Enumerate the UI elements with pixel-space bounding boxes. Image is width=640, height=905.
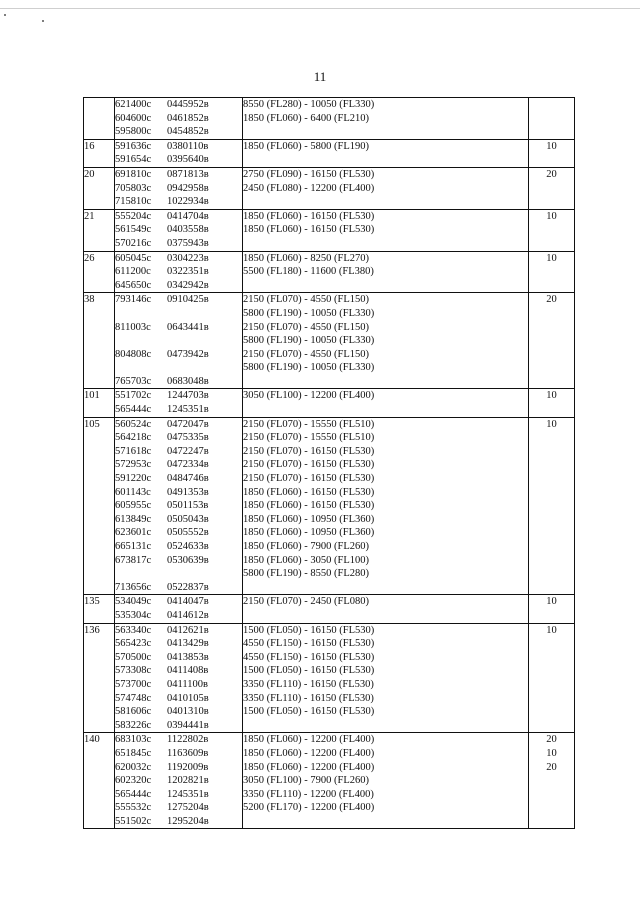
longitude: 0375943в — [167, 237, 209, 249]
latitude: 811003c — [115, 321, 151, 333]
coordinate-pair — [115, 692, 242, 706]
latitude: 572953c — [115, 459, 152, 471]
latitude: 620032c — [115, 761, 152, 773]
longitude: 1192009в — [167, 761, 209, 773]
coordinate-pair — [115, 375, 242, 389]
zone-number-cell — [84, 595, 115, 623]
zone-number-cell — [84, 623, 115, 733]
zone-number: 136 — [84, 624, 100, 636]
longitude: 0942958в — [167, 182, 209, 194]
altitude-range: 1850 (FL060) - 3050 (FL100) — [243, 554, 369, 566]
latitude: 555204c — [115, 210, 152, 222]
latitude: 570500c — [115, 651, 152, 663]
coordinate-pair — [115, 252, 242, 266]
coordinate-pair — [115, 815, 242, 829]
latitude: 560524c — [115, 418, 152, 430]
longitude: 0410105в — [167, 692, 209, 704]
longitude: 0395640в — [167, 154, 209, 166]
coordinate-pair — [115, 182, 242, 196]
longitude: 1022934в — [167, 196, 209, 208]
zone-number: 105 — [84, 418, 100, 430]
zone-number-cell — [84, 417, 115, 595]
scan-top-edge — [0, 8, 640, 9]
scan-speck — [42, 20, 44, 22]
coordinate-pair — [115, 195, 242, 209]
value: 10 — [546, 140, 557, 152]
longitude: 0454852в — [167, 126, 209, 138]
coordinate-pair — [115, 637, 242, 651]
altitude-range-cell — [243, 389, 529, 417]
value: 10 — [546, 624, 557, 636]
altitude-range: 1500 (FL050) - 16150 (FL530) — [243, 665, 375, 677]
longitude: 0475335в — [167, 432, 209, 444]
longitude: 0505552в — [167, 527, 209, 539]
latitude: 715810c — [115, 196, 152, 208]
coordinate-pair — [115, 733, 242, 747]
coordinate-pair — [115, 210, 242, 224]
latitude: 551502c — [115, 815, 152, 827]
coordinate-pair — [115, 334, 242, 348]
altitude-range: 2150 (FL070) - 4550 (FL150) — [243, 294, 369, 306]
zone-number: 26 — [84, 252, 95, 264]
altitude-range: 5800 (FL190) - 10050 (FL330) — [243, 307, 375, 319]
coordinates-cell — [115, 98, 243, 140]
altitude-range: 1850 (FL060) - 12200 (FL400) — [243, 734, 375, 746]
longitude: 0472334в — [167, 459, 209, 471]
latitude: 691810c — [115, 168, 152, 180]
altitude-range: 1500 (FL050) - 16150 (FL530) — [243, 624, 375, 636]
latitude: 564218c — [115, 432, 152, 444]
latitude: 591654c — [115, 154, 152, 166]
coordinate-pair — [115, 719, 242, 733]
table-row — [84, 293, 575, 389]
coordinates-cell — [115, 293, 243, 389]
coordinates-cell — [115, 417, 243, 595]
altitude-range: 3050 (FL100) - 7900 (FL260) — [243, 775, 369, 787]
value: 20 — [546, 761, 557, 773]
value: 10 — [546, 418, 557, 430]
altitude-range: 2150 (FL070) - 2450 (FL080) — [243, 596, 369, 608]
longitude: 1244703в — [167, 390, 209, 402]
altitude-range: 3350 (FL110) - 12200 (FL400) — [243, 788, 374, 800]
value: 20 — [546, 294, 557, 306]
airspace-table — [83, 97, 575, 829]
altitude-range: 3050 (FL100) - 12200 (FL400) — [243, 390, 375, 402]
value-cell — [529, 251, 575, 293]
zone-number: 135 — [84, 596, 100, 608]
altitude-range: 1850 (FL060) - 6400 (FL210) — [243, 112, 369, 124]
value: 10 — [546, 210, 557, 222]
latitude: 665131c — [115, 541, 152, 552]
latitude: 793146c — [115, 294, 152, 306]
altitude-range: 1850 (FL060) - 16150 (FL530) — [243, 224, 375, 236]
altitude-range: 5800 (FL190) - 10050 (FL330) — [243, 335, 375, 347]
zone-number: 16 — [84, 140, 95, 152]
zone-number-cell — [84, 98, 115, 140]
scan-speck — [4, 14, 6, 16]
longitude: 0522837в — [167, 581, 209, 593]
table-row — [84, 251, 575, 293]
coordinate-pair — [115, 774, 242, 788]
longitude: 0530639в — [167, 554, 209, 566]
altitude-range: 2750 (FL090) - 16150 (FL530) — [243, 168, 375, 180]
table-row — [84, 417, 575, 595]
coordinate-pair — [115, 223, 242, 237]
longitude: 0412621в — [167, 624, 209, 636]
altitude-range: 1850 (FL060) - 12200 (FL400) — [243, 761, 375, 773]
coordinate-pair — [115, 486, 242, 500]
value-cell — [529, 417, 575, 595]
coordinate-pair — [115, 472, 242, 486]
longitude: 1245351в — [167, 788, 209, 800]
latitude: 645650c — [115, 279, 152, 291]
value: 10 — [546, 252, 557, 264]
coordinates-cell — [115, 623, 243, 733]
altitude-range: 2150 (FL070) - 16150 (FL530) — [243, 473, 375, 485]
altitude-range: 1850 (FL060) - 12200 (FL400) — [243, 747, 375, 759]
altitude-range-cell — [243, 595, 529, 623]
coordinate-pair — [115, 664, 242, 678]
coordinates-cell — [115, 251, 243, 293]
latitude: 765703c — [115, 375, 152, 387]
longitude: 0501153в — [167, 500, 209, 512]
coordinate-pair — [115, 624, 242, 638]
latitude: 571618c — [115, 445, 152, 457]
coordinate-pair — [115, 761, 242, 775]
altitude-range: 2150 (FL070) - 4550 (FL150) — [243, 321, 369, 333]
altitude-range-cell — [243, 623, 529, 733]
latitude: 605045c — [115, 252, 152, 264]
longitude: 0445952в — [167, 99, 209, 110]
longitude: 0411100в — [167, 678, 208, 690]
longitude: 1295204в — [167, 815, 209, 827]
latitude: 563340c — [115, 624, 152, 636]
altitude-range-cell — [243, 733, 529, 829]
value-cell — [529, 209, 575, 251]
altitude-range: 1850 (FL060) - 16150 (FL530) — [243, 486, 375, 498]
zone-number: 38 — [84, 294, 95, 306]
value-cell — [529, 98, 575, 140]
coordinate-pair — [115, 705, 242, 719]
altitude-range-cell — [243, 293, 529, 389]
coordinate-pair — [115, 540, 242, 554]
coordinate-pair — [115, 153, 242, 167]
zone-number-cell — [84, 209, 115, 251]
altitude-range-cell — [243, 98, 529, 140]
altitude-range: 1850 (FL060) - 10950 (FL360) — [243, 527, 375, 539]
altitude-range: 3350 (FL110) - 16150 (FL530) — [243, 692, 374, 704]
longitude: 0643441в — [167, 321, 209, 333]
altitude-range: 8550 (FL280) - 10050 (FL330) — [243, 99, 375, 110]
altitude-range: 2150 (FL070) - 15550 (FL510) — [243, 432, 375, 444]
coordinate-pair — [115, 140, 242, 154]
longitude: 0472247в — [167, 445, 209, 457]
coordinate-pair — [115, 801, 242, 815]
zone-number — [84, 98, 114, 112]
table-row — [84, 595, 575, 623]
coordinate-pair — [115, 348, 242, 362]
altitude-range: 2150 (FL070) - 4550 (FL150) — [243, 348, 369, 360]
value: 20 — [546, 734, 557, 746]
latitude: 565423c — [115, 638, 152, 650]
altitude-range: 1850 (FL060) - 8250 (FL270) — [243, 252, 369, 264]
latitude: 551702c — [115, 390, 152, 402]
altitude-range: 3350 (FL110) - 16150 (FL530) — [243, 678, 374, 690]
table-row — [84, 98, 575, 140]
coordinate-pair — [115, 98, 242, 112]
coordinate-pair — [115, 788, 242, 802]
latitude: 673817c — [115, 554, 152, 566]
coordinate-pair — [115, 458, 242, 472]
coordinate-pair — [115, 581, 242, 595]
latitude: 583226c — [115, 719, 152, 731]
longitude: 0414612в — [167, 609, 209, 621]
value-cell — [529, 389, 575, 417]
coordinate-pair — [115, 361, 242, 375]
longitude: 1163609в — [167, 747, 209, 759]
coordinate-pair — [115, 609, 242, 623]
table-row — [84, 209, 575, 251]
altitude-range-cell — [243, 139, 529, 167]
altitude-range: 1850 (FL060) - 16150 (FL530) — [243, 210, 375, 222]
longitude: 0401310в — [167, 706, 209, 718]
value: 10 — [546, 747, 557, 759]
longitude: 0472047в — [167, 418, 209, 430]
longitude: 0524633в — [167, 541, 209, 552]
zone-number-cell — [84, 389, 115, 417]
zone-number-cell — [84, 251, 115, 293]
latitude: 611200c — [115, 266, 151, 278]
page-number: 11 — [313, 69, 327, 84]
coordinates-cell — [115, 595, 243, 623]
coordinates-cell — [115, 209, 243, 251]
latitude: 595800c — [115, 126, 152, 138]
longitude: 0413429в — [167, 638, 209, 650]
altitude-range: 5800 (FL190) - 8550 (FL280) — [243, 568, 369, 580]
table-body — [84, 98, 575, 829]
altitude-range: 1850 (FL060) - 10950 (FL360) — [243, 513, 375, 525]
longitude: 1245351в — [167, 404, 209, 416]
coordinate-pair — [115, 321, 242, 335]
longitude: 1202821в — [167, 775, 209, 787]
coordinate-pair — [115, 418, 242, 432]
altitude-range: 1850 (FL060) - 16150 (FL530) — [243, 500, 375, 512]
latitude: 555532c — [115, 802, 152, 814]
altitude-range-cell — [243, 417, 529, 595]
zone-number-cell — [84, 167, 115, 209]
value-cell — [529, 167, 575, 209]
latitude: 565444c — [115, 788, 152, 800]
zone-number-cell — [84, 139, 115, 167]
value-cell — [529, 293, 575, 389]
latitude: 604600c — [115, 112, 152, 124]
longitude: 0411408в — [167, 665, 209, 677]
longitude: 0683048в — [167, 375, 209, 387]
table-row — [84, 167, 575, 209]
longitude: 0871813в — [167, 168, 209, 180]
coordinate-pair — [115, 389, 242, 403]
latitude: 574748c — [115, 692, 152, 704]
table-row — [84, 389, 575, 417]
latitude: 573700c — [115, 678, 152, 690]
coordinate-pair — [115, 513, 242, 527]
table-row — [84, 139, 575, 167]
altitude-range: 5500 (FL180) - 11600 (FL380) — [243, 266, 374, 278]
longitude: 0505043в — [167, 513, 209, 525]
longitude: 0414047в — [167, 596, 209, 608]
altitude-range: 2150 (FL070) - 16150 (FL530) — [243, 445, 375, 457]
longitude: 0413853в — [167, 651, 209, 663]
latitude: 534049c — [115, 596, 152, 608]
altitude-range: 4550 (FL150) - 16150 (FL530) — [243, 638, 375, 650]
coordinate-pair — [115, 678, 242, 692]
zone-number-cell — [84, 733, 115, 829]
latitude: 621400c — [115, 99, 152, 110]
altitude-range-cell — [243, 209, 529, 251]
value-cell — [529, 595, 575, 623]
value: 10 — [546, 390, 557, 402]
coordinate-pair — [115, 265, 242, 279]
latitude: 591220c — [115, 473, 152, 485]
latitude: 651845c — [115, 747, 152, 759]
coordinate-pair — [115, 125, 242, 139]
value-cell — [529, 733, 575, 829]
table-row — [84, 623, 575, 733]
coordinate-pair — [115, 651, 242, 665]
coordinate-pair — [115, 168, 242, 182]
latitude: 601143c — [115, 486, 151, 498]
altitude-range: 5800 (FL190) - 10050 (FL330) — [243, 362, 375, 374]
longitude: 0403558в — [167, 224, 209, 236]
latitude: 535304c — [115, 609, 152, 621]
altitude-range-cell — [243, 251, 529, 293]
longitude: 0322351в — [167, 266, 209, 278]
zone-number: 21 — [84, 210, 95, 222]
altitude-range: 2150 (FL070) - 15550 (FL510) — [243, 418, 375, 430]
longitude: 0491353в — [167, 486, 209, 498]
coordinate-pair — [115, 431, 242, 445]
coordinate-pair — [115, 499, 242, 513]
altitude-range: 1500 (FL050) - 16150 (FL530) — [243, 706, 375, 718]
longitude: 0394441в — [167, 719, 209, 731]
latitude: 613849c — [115, 513, 152, 525]
coordinate-pair — [115, 445, 242, 459]
altitude-range: 1850 (FL060) - 5800 (FL190) — [243, 140, 369, 152]
latitude: 713656c — [115, 581, 152, 593]
latitude: 561549c — [115, 224, 152, 236]
zone-number: 101 — [84, 390, 100, 402]
coordinate-pair — [115, 595, 242, 609]
zone-number-cell — [84, 293, 115, 389]
latitude: 570216c — [115, 237, 152, 249]
coordinates-cell — [115, 139, 243, 167]
latitude: 705803c — [115, 182, 152, 194]
value: 10 — [546, 596, 557, 608]
latitude: 565444c — [115, 404, 152, 416]
coordinate-pair — [115, 554, 242, 568]
altitude-range: 5200 (FL170) - 12200 (FL400) — [243, 802, 375, 814]
latitude: 804808c — [115, 348, 152, 360]
altitude-range: 2450 (FL080) - 12200 (FL400) — [243, 182, 375, 194]
longitude: 0414704в — [167, 210, 209, 222]
zone-number: 140 — [84, 734, 100, 746]
longitude: 0342942в — [167, 279, 209, 291]
longitude: 0484746в — [167, 473, 209, 485]
altitude-range: 4550 (FL150) - 16150 (FL530) — [243, 651, 375, 663]
coordinate-pair — [115, 279, 242, 293]
longitude: 0304223в — [167, 252, 209, 264]
longitude: 0461852в — [167, 112, 209, 124]
latitude: 602320c — [115, 775, 152, 787]
altitude-range-cell — [243, 167, 529, 209]
coordinate-pair — [115, 403, 242, 417]
coordinate-pair — [115, 293, 242, 307]
longitude: 1122802в — [167, 734, 209, 746]
value: 20 — [546, 168, 557, 180]
latitude: 605955c — [115, 500, 152, 512]
coordinate-pair — [115, 747, 242, 761]
zone-number: 20 — [84, 168, 95, 180]
latitude: 573308c — [115, 665, 152, 677]
coordinate-pair — [115, 237, 242, 251]
coordinate-pair — [115, 112, 242, 126]
coordinates-cell — [115, 389, 243, 417]
longitude: 0380110в — [167, 140, 209, 152]
coordinates-cell — [115, 733, 243, 829]
altitude-range: 1850 (FL060) - 7900 (FL260) — [243, 541, 369, 552]
latitude: 623601c — [115, 527, 152, 539]
altitude-range: 2150 (FL070) - 16150 (FL530) — [243, 459, 375, 471]
value-cell — [529, 623, 575, 733]
latitude: 683103c — [115, 734, 152, 746]
table-row — [84, 733, 575, 829]
coordinate-pair — [115, 567, 242, 581]
longitude: 0910425в — [167, 294, 209, 306]
coordinates-cell — [115, 167, 243, 209]
coordinate-pair — [115, 307, 242, 321]
latitude: 581606c — [115, 706, 152, 718]
coordinate-pair — [115, 526, 242, 540]
latitude: 591636c — [115, 140, 152, 152]
longitude: 1275204в — [167, 802, 209, 814]
longitude: 0473942в — [167, 348, 209, 360]
value-cell — [529, 139, 575, 167]
